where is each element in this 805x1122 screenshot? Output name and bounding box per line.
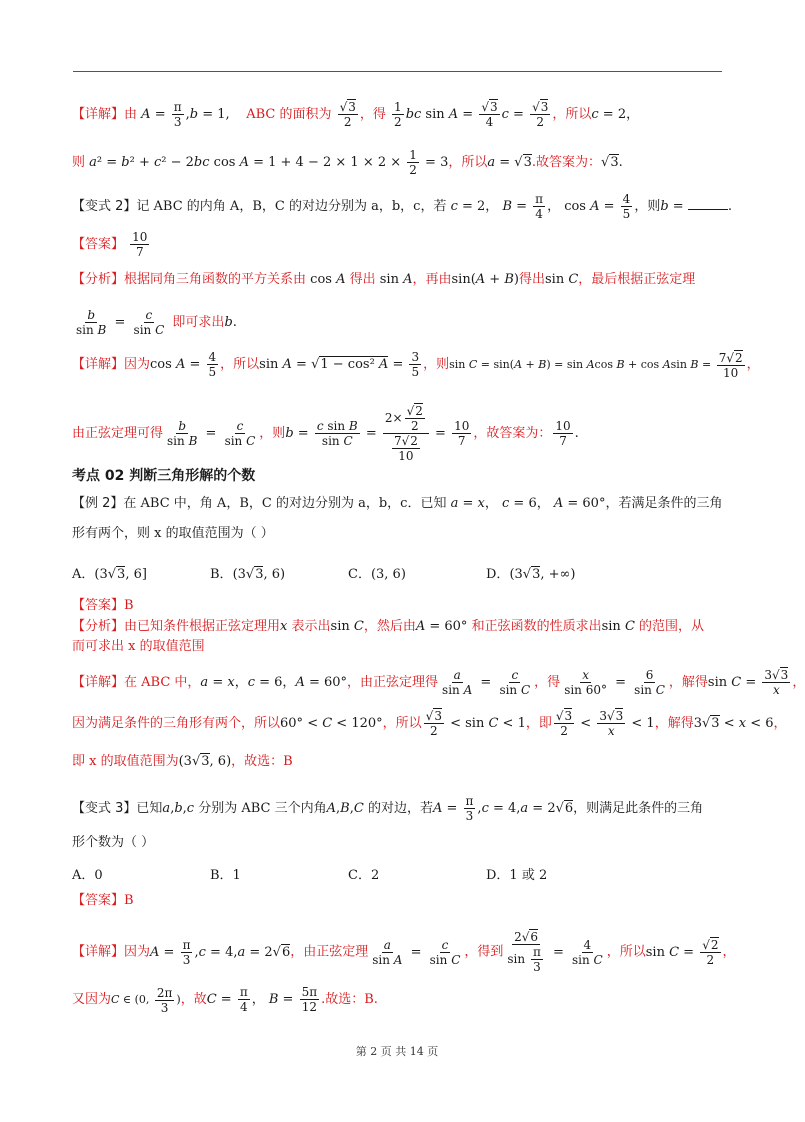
variant-3-answer xyxy=(72,891,134,911)
text: ，得到 xyxy=(464,944,504,960)
option-label: A． xyxy=(72,567,95,582)
text: ，由正弦定理 xyxy=(290,944,369,960)
text: ，然后由 xyxy=(363,619,416,634)
text: 的范围，从 xyxy=(639,619,705,634)
text: ，则 xyxy=(259,426,286,441)
text: ，若满足条件的三角 xyxy=(605,496,723,511)
page-footer: 第 2 页 共 14 页 xyxy=(355,1045,439,1058)
option-c[interactable]: C．(3, 6) xyxy=(348,567,406,582)
text: ，则 xyxy=(423,357,450,372)
option-b[interactable]: B．1 xyxy=(210,868,241,883)
analysis-3-line-1: 【分析】由已知条件根据正弦定理用x 表示出sin C，然后由A = 60° 和正弦函数的性质求出sin C 的范围，从 xyxy=(72,619,705,634)
example-tag: 【例 2】 xyxy=(72,496,124,511)
analysis-3-line-2: 而可求出 x 的取值范围 xyxy=(72,639,205,654)
answer-blank xyxy=(688,197,728,210)
text: ，故选：B xyxy=(231,754,293,769)
text: ，得 xyxy=(359,107,386,122)
text: ，所以 xyxy=(552,107,592,122)
variant-2-answer xyxy=(72,230,151,259)
example-2-answer xyxy=(72,596,134,616)
option-a[interactable]: A．(3√3, 6] xyxy=(72,567,147,582)
detail-tag: 【详解】 xyxy=(72,357,125,372)
text: ，则满足此条件的三角 xyxy=(573,801,704,816)
text: 由 xyxy=(124,107,138,122)
detail-tag: 【详解】 xyxy=(72,107,125,122)
detail-3-line-3: 即 x 的取值范围为(3√3, 6)，故选：B xyxy=(72,754,293,769)
text: .故答案为： xyxy=(531,155,602,170)
option-d[interactable]: D．(3√3, +∞) xyxy=(486,567,576,582)
text: ，解得 xyxy=(668,675,708,690)
answer-value: B xyxy=(124,598,134,613)
text: 的对边，若 xyxy=(367,801,433,816)
section-title: 考点 02 判断三角形解的个数 xyxy=(72,468,256,484)
text: 记 ABC 的内角 A，B，C 的对边分别为 a，b，c，若 xyxy=(136,199,447,214)
text: 因为 xyxy=(124,357,151,372)
detail-4-line-2: 又因为C ∈ (0, $\frac{2\pi}{3}$ )，故C = $\frac{\pi}{4}$ ， B = $\frac{5\pi}{12}$ .故选：B. xyxy=(72,985,378,1015)
analysis-tag: 【分析】 xyxy=(72,272,125,287)
example-2-line-1: 【例 2】在 ABC 中，角 A，B，C 的对边分别为 a，b，c．已知 a = x， c = 6， A = 60°，若满足条件的三角 xyxy=(72,496,723,511)
text: ，即 xyxy=(525,716,552,731)
text: ，则 xyxy=(634,199,661,214)
answer-tag: 【答案】 xyxy=(72,237,125,252)
text: 得出 xyxy=(518,272,545,287)
variant-3-line-2: 形个数为（ ） xyxy=(72,835,155,850)
answer-denominator: 7 xyxy=(135,245,144,259)
text: ，故答案为： xyxy=(473,426,552,441)
text: ，最后根据正弦定理 xyxy=(578,272,696,287)
text: ，再由 xyxy=(412,272,452,287)
text: 表示出 xyxy=(291,619,331,634)
text: ，所以 xyxy=(382,716,422,731)
text: 根据同角三角函数的平方关系由 xyxy=(124,272,307,287)
text: 分别为 ABC 三个内角 xyxy=(198,801,327,816)
text: 由正弦定理可得 xyxy=(72,426,164,441)
option-a[interactable]: A．0 xyxy=(72,868,103,883)
variant-3-line-1: 【变式 3】已知a,b,c 分别为 ABC 三个内角A,B,C 的对边，若A = $\frac{\pi}{3}$ ,c = 4,a = 2√6，则满足此条件的三角 xyxy=(72,794,704,823)
text: 已知 xyxy=(136,801,163,816)
variant-tag: 【变式 2】 xyxy=(72,199,137,214)
text: 和正弦函数的性质求出 xyxy=(471,619,602,634)
option-label: B． xyxy=(210,567,233,582)
option-d[interactable]: D．1 或 2 xyxy=(486,868,548,883)
option-label: C． xyxy=(348,567,371,582)
analysis-2-line-1: 【分析】根据同角三角函数的平方关系由 cos A 得出 sin A，再由sin(A + B)得出sin C，最后根据正弦定理 xyxy=(72,272,696,287)
answer-tag: 【答案】 xyxy=(72,893,125,908)
text: ，解得 xyxy=(654,716,694,731)
variant-tag: 【变式 3】 xyxy=(72,801,137,816)
text: 即可求出 xyxy=(172,315,225,330)
detail-tag: 【详解】 xyxy=(72,675,125,690)
option-c[interactable]: C．2 xyxy=(348,868,380,883)
text: 即 x 的取值范围为 xyxy=(72,754,179,769)
detail-3-line-1: 【详解】在 ABC 中，a = x，c = 6，A = 60°，由正弦定理得 $\frac{a}{\text{sin A}}$ = $\frac{c}{\text{sin C}}$ ，得 $\frac{x}{\sin 60^\circ}$ = $\frac{6}{\text{sin C}}$ ，解得sin C = $\frac{3√3}{x}$ ， xyxy=(72,668,805,697)
text: ，所以 xyxy=(606,944,646,960)
example-2-line-2: 形有两个，则 x 的取值范围为（ ） xyxy=(72,526,274,541)
text: 因为 xyxy=(124,944,151,960)
text: 在 ABC 中， xyxy=(124,675,201,690)
text: ABC 的面积为 xyxy=(246,107,332,122)
detail-1-line-2: 则 a² = b² + c² − 2bc cos A = 1 + 4 − 2 × 1 × 2 × $\frac{1}{2}$ = 3，所以a = √3.故答案为：√3. xyxy=(72,148,623,177)
text: 则 xyxy=(72,155,86,170)
option-label: D． xyxy=(486,567,510,582)
analysis-tag: 【分析】 xyxy=(72,619,125,634)
detail-4-line-1: 【详解】因为A = $\frac{\pi}{3}$ ,c = 4,a = 2√6，由正弦定理 $\frac{a}{\text{sin A}}$ = $\frac{c}{\text{sin C}}$ ，得到 2√6 sin $\frac{\pi}{3}$ = $\frac{4}{\text{sin C}}$ ，所以sin C = $\frac{√2}{2}$ ， xyxy=(72,930,736,974)
detail-2-line-2: 由正弦定理可得 $\frac{b}{\text{sin B}}$ = $\frac{c}{\text{sin C}}$ ，则b = $\frac{\text{c sin B}}{\text{sin C}}$ = 2× $\frac{√2}{2}$ $\frac{7√2}{10}$ = $\frac{10}{7}$ ，故答案为： $\frac{10}{7}$ . xyxy=(72,404,579,463)
text: 在 ABC 中，角 A，B，C 的对边分别为 a，b，c．已知 xyxy=(123,496,447,511)
text: 又因为 xyxy=(72,992,112,1007)
text: ，所以 xyxy=(448,155,488,170)
detail-3-line-2: 因为满足条件的三角形有两个，所以60° < C < 120°，所以 $\frac{√3}{2}$ < sin C < 1，即 $\frac{√3}{2}$ < $\frac{3√3}{x}$ < 1，解得3√3 < x < 6， xyxy=(72,709,787,738)
text: 得出 xyxy=(349,272,376,287)
detail-1-line-1: 【详解】由 A = $\frac{\pi}{3}$ ,b = 1, ABC 的面积为 $\frac{√3}{2}$ ，得 $\frac{1}{2}$ bc sin A = $\frac{√3}{4}$ c = $\frac{√3}{2}$ ，所以c = 2， xyxy=(72,100,640,129)
text: ，由正弦定理得 xyxy=(347,675,439,690)
detail-tag: 【详解】 xyxy=(72,944,125,960)
detail-2-line-1: 【详解】因为cos A = $\frac{4}{5}$ ，所以sin A = √1 − cos² A = $\frac{3}{5}$ ，则sin C = sin(A + B) = sin Acos B + cos Asin B = $\frac{7√2}{10}$ ， xyxy=(72,350,760,380)
variant-2-question: 【变式 2】记 ABC 的内角 A，B，C 的对边分别为 a，b，c，若 c = 2， B = $\frac{\pi}{4}$ ， cos A = $\frac{4}{5}$ ，则b = . xyxy=(72,192,732,221)
text: .故选：B. xyxy=(321,992,378,1007)
text: 因为满足条件的三角形有两个，所以 xyxy=(72,716,281,731)
answer-value: B xyxy=(124,893,134,908)
option-b[interactable]: B．(3√3, 6) xyxy=(210,567,286,582)
text: ，所以 xyxy=(220,357,260,372)
text: ，故 xyxy=(180,992,207,1007)
analysis-2-line-2: $\frac{b}{\text{sin B}}$ = $\frac{c}{\text{sin C}}$ 即可求出b. xyxy=(76,308,237,337)
text: 由已知条件根据正弦定理用 xyxy=(124,619,281,634)
header-rule xyxy=(73,71,722,72)
answer-tag: 【答案】 xyxy=(72,598,125,613)
text: ，得 xyxy=(534,675,561,690)
answer-numerator: 10 xyxy=(132,230,148,244)
